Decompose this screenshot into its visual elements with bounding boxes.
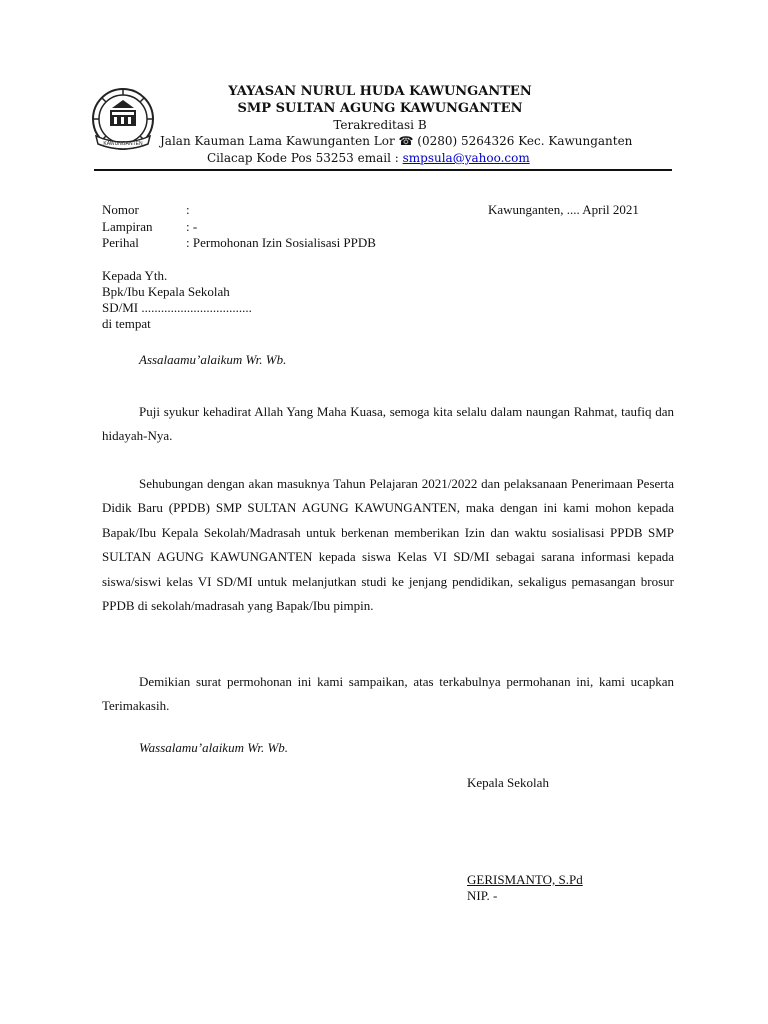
paragraph-text: Sehubungan dengan akan masuknya Tahun Pelajaran 2021/2022 dan pelaksanaan Penerimaan Peserta Didik Baru (PPDB) SMP SULTAN AGUNG KAWUNGANTEN, maka dengan ini kami mohon kepada Bapak/Ibu Kepala Sekolah/Madrasah untuk berkenan memberikan Izin dan waktu sosialisasi PPDB SMP SULTAN AGUNG KAWUNGANTEN kepada siswa Kelas VI SD/MI sebagai sarana informasi kepada siswa/siswi kelas VI SD/MI untuk melanjutkan studi ke jenjang pendidikan, sekaligus pemasangan brosur PPDB di sekolah/madrasah yang Bapak/Ibu pimpin. [102, 476, 674, 614]
addressee-line-1: Kepada Yth. [102, 268, 168, 283]
school-address: Jalan Kauman Lama Kawunganten Lor ☎ (0280) 5264326 Kec. Kawunganten [160, 134, 633, 148]
signer-title: Kepala Sekolah [467, 775, 549, 790]
signer-name: GERISMANTO, S.Pd [467, 872, 583, 887]
nomor-label: Nomor [102, 202, 139, 217]
accreditation: Terakreditasi B [333, 118, 427, 132]
signer-nip: NIP. - [467, 888, 498, 903]
addressee-line-4: di tempat [102, 316, 151, 331]
foundation-name: YAYASAN NURUL HUDA KAWUNGANTEN [228, 84, 532, 99]
addressee-line-2: Bpk/Ibu Kepala Sekolah [102, 284, 230, 299]
nomor-value: : [186, 202, 190, 217]
lampiran-value: : - [186, 219, 198, 234]
letter-date: Kawunganten, .... April 2021 [488, 202, 639, 217]
body-paragraph-2 [102, 472, 674, 618]
school-contact [207, 151, 687, 165]
paragraph-text: Demikian surat permohonan ini kami sampaikan, atas terkabulnya permohanan ini, kami ucapkan Terimakasih. [102, 674, 674, 714]
logo-banner-text: KAWUNGANTEN [103, 141, 143, 147]
school-name: SMP SULTAN AGUNG KAWUNGANTEN [237, 101, 523, 116]
lampiran-label: Lampiran [102, 219, 153, 234]
body-paragraph-3 [102, 670, 674, 719]
perihal-label: Perihal [102, 235, 139, 250]
letterhead-rule [94, 169, 672, 171]
paragraph-text: Puji syukur kehadirat Allah Yang Maha Kuasa, semoga kita selalu dalam naungan Rahmat, taufiq dan hidayah-Nya. [102, 404, 674, 444]
addressee-line-3: SD/MI .................................. [102, 300, 252, 315]
email-link[interactable]: smpsula@yahoo.com [402, 151, 530, 165]
contact-prefix: Cilacap Kode Pos 53253 email : [207, 151, 403, 165]
closing: Wassalamu’alaikum Wr. Wb. [139, 740, 289, 755]
greeting: Assalaamu’alaikum Wr. Wb. [139, 352, 287, 367]
perihal-value: : Permohonan Izin Sosialisasi PPDB [186, 235, 376, 250]
body-paragraph-1 [102, 400, 674, 449]
